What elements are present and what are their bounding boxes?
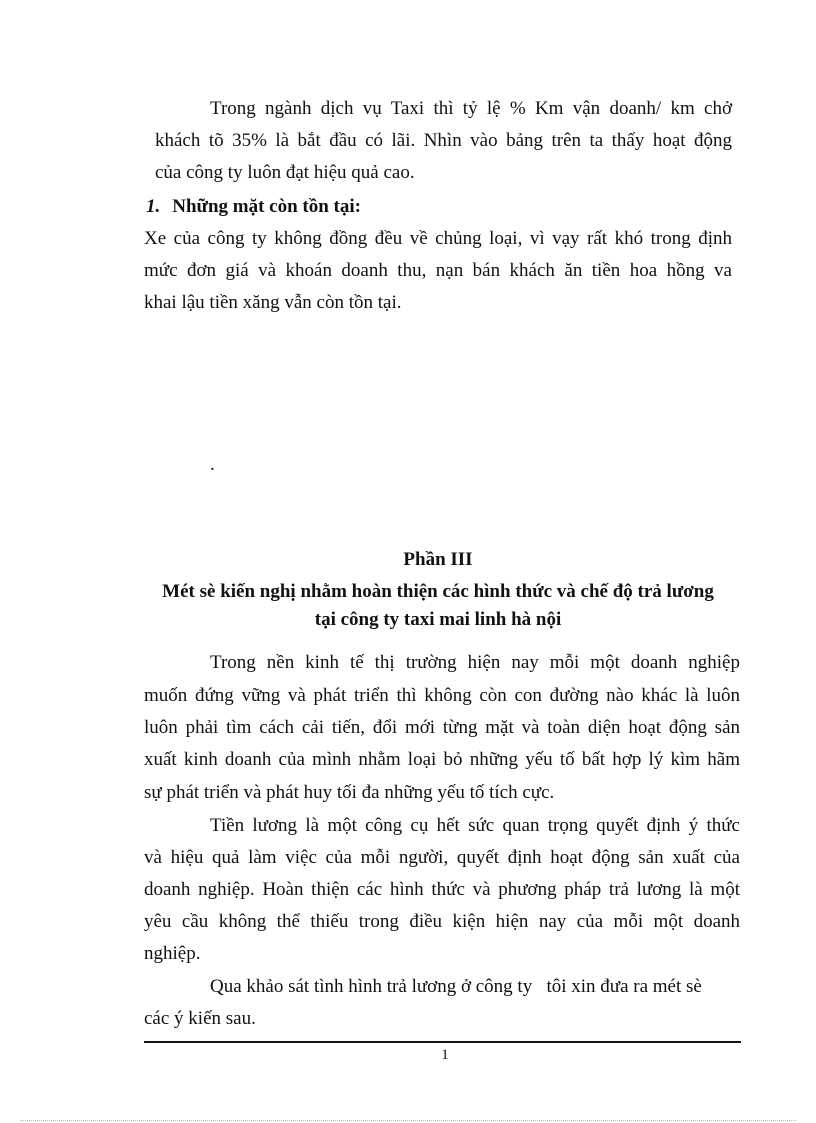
para1-line-5: sự phát triển và phát huy tối đa những yếu tố tích cực. <box>144 782 555 803</box>
section-heading <box>146 195 361 219</box>
intro-line-2: khách tõ 35% là bắt đầu có lãi. Nhìn vào bảng trên ta thấy hoạt động <box>155 130 732 151</box>
page-bottom-divider <box>20 1120 796 1121</box>
para3-line-1: Qua khảo sát tình hình trả lương ở công ty tôi xin đưa ra mét sè <box>210 976 702 997</box>
para3-line-2: các ý kiến sau. <box>144 1008 256 1029</box>
section-line-3: khai lậu tiền xăng vẫn còn tồn tại. <box>144 292 402 313</box>
section-line-2: mức đơn giá và khoán doanh thu, nạn bán khách ăn tiền hoa hồng va <box>144 260 732 281</box>
part-label: Phần III <box>403 549 473 570</box>
para2-line-5: nghiệp. <box>144 943 201 964</box>
intro-line-3: của công ty luôn đạt hiệu quả cao. <box>155 162 415 183</box>
section-number: 1. <box>146 196 161 217</box>
para2-line-2: và hiệu quả làm việc của mỗi người, quyết định hoạt động sản xuất của <box>144 847 740 868</box>
para2-line-3: doanh nghiệp. Hoàn thiện các hình thức và phương pháp trả lương là một <box>144 879 740 900</box>
intro-line-1: Trong ngành dịch vụ Taxi thì tỷ lệ % Km vận doanh/ km chở <box>210 98 732 119</box>
part-title-line-2: tại công ty taxi mai linh hà nội <box>314 609 562 630</box>
para1-line-3: luôn phải tìm cách cải tiến, đổi mới từng mặt và toàn diện hoạt động sản <box>144 717 740 738</box>
para1-line-4: xuất kinh doanh của mình nhằm loại bỏ những yếu tố bất hợp lý kìm hãm <box>144 749 740 770</box>
footer-rule <box>144 1041 741 1043</box>
para2-line-4: yêu cầu không thể thiếu trong điều kiện hiện nay của mỗi một doanh <box>144 911 740 932</box>
stray-mark: . <box>210 454 215 475</box>
para1-line-1: Trong nền kinh tế thị trường hiện nay mỗi một doanh nghiệp <box>210 652 740 673</box>
part-title-line-1: Mét sè kiến nghị nhằm hoàn thiện các hình thức và chế độ trả lương <box>162 581 714 602</box>
section-title: Những mặt còn tồn tại: <box>172 196 361 217</box>
section-line-1: Xe của công ty không đồng đều về chủng loại, vì vạy rất khó trong định <box>144 228 732 249</box>
para1-line-2: muốn đứng vững và phát triển thì không còn con đường nào khác là luôn <box>144 685 740 706</box>
page-number: 1 <box>441 1047 449 1063</box>
para2-line-1: Tiền lương là một công cụ hết sức quan trọng quyết định ý thức <box>210 815 740 836</box>
